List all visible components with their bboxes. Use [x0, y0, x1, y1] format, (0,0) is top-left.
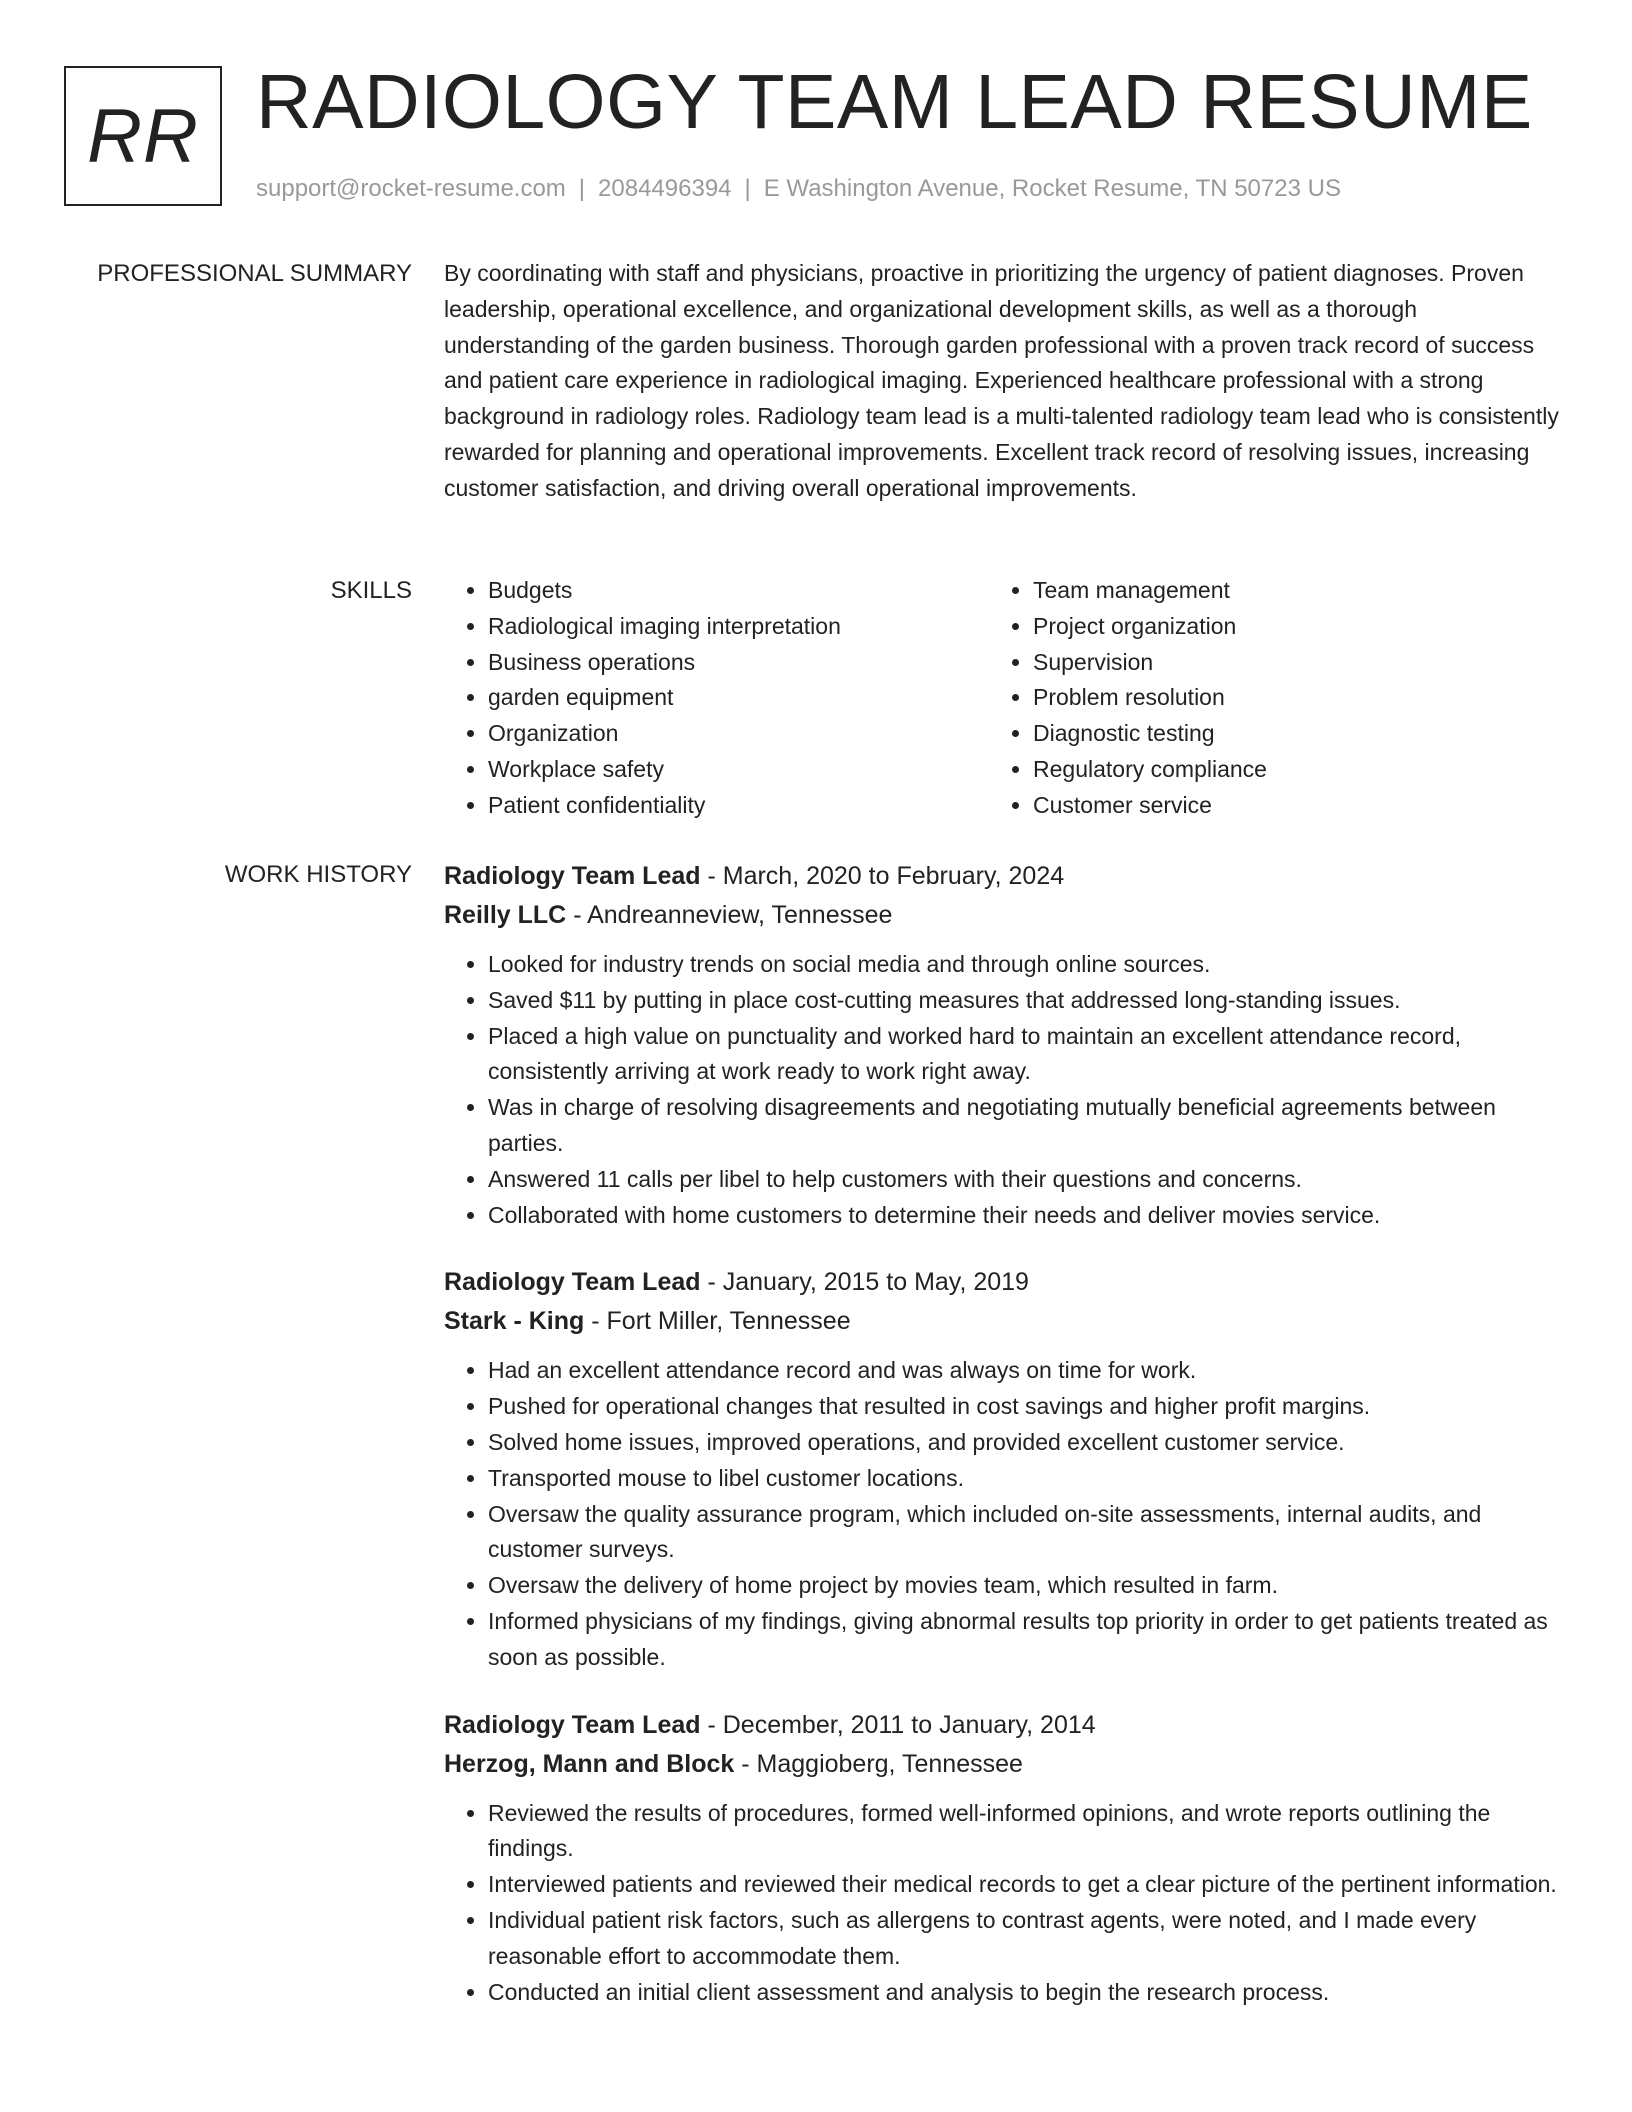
job-entry [444, 1706, 1564, 2011]
job-bullet: • Was in charge of resolving disagreements and negotiating mutually beneficial agreements between parties. [488, 1090, 1564, 1162]
skill-item: • Workplace safety [488, 752, 989, 788]
skill-item: • Regulatory compliance [1033, 752, 1534, 788]
job-bullet: • Looked for industry trends on social media and through online sources. [488, 947, 1564, 983]
contact-line [256, 172, 1341, 206]
job-bullet: • Conducted an initial client assessment and analysis to begin the research process. [488, 1975, 1564, 2011]
skill-item: • Problem resolution [1033, 680, 1534, 716]
job-bullet: • Collaborated with home customers to determine their needs and deliver movies service. [488, 1198, 1564, 1234]
job-bullet: • Oversaw the delivery of home project by movies team, which resulted in farm. [488, 1568, 1564, 1604]
job-title-line [444, 1263, 1564, 1302]
job-company-line [444, 1745, 1564, 1784]
job-bullet: • Transported mouse to libel customer locations. [488, 1461, 1564, 1497]
job-company-line [444, 1302, 1564, 1341]
skill-item: • Radiological imaging interpretation [488, 609, 989, 645]
summary-text: By coordinating with staff and physicians, proactive in prioritizing the urgency of patient diagnoses. Proven leadership, operational excellence, and organizational development skills, as well as a thorough understanding of the garden business. Thorough garden professional with a proven track record of success and patient care experience in radiological imaging. Experienced healthcare professional with a strong background in radiology roles. Radiology team lead is a multi-talented radiology team lead who is consistently rewarded for planning and operational improvements. Excellent track record of resolving issues, increasing customer satisfaction, and driving overall operational improvements. [444, 260, 1559, 501]
job-bullet: • Pushed for operational changes that resulted in cost savings and higher profit margins. [488, 1389, 1564, 1425]
skill-item: • Business operations [488, 645, 989, 681]
skills-list-left [444, 573, 989, 824]
job-title: Radiology Team Lead [444, 1268, 701, 1297]
contact-phone[interactable]: 2084496394 [598, 175, 732, 202]
job-bullet-list [444, 947, 1564, 1233]
work-history-body [444, 857, 1564, 2040]
job-location: - Fort Miller, Tennessee [584, 1307, 851, 1336]
skill-item: • Patient confidentiality [488, 788, 989, 824]
section-label-work-history: WORK HISTORY [224, 861, 412, 888]
skills-grid [444, 573, 1564, 824]
job-bullet-list [444, 1353, 1564, 1675]
contact-email[interactable]: support@rocket-resume.com [256, 175, 566, 202]
section-label-skills: SKILLS [330, 577, 412, 604]
skill-item: • garden equipment [488, 680, 989, 716]
job-bullet: • Individual patient risk factors, such as allergens to contrast agents, were noted, and I made every reasonable effort to accommodate them. [488, 1903, 1564, 1975]
contact-address: E Washington Avenue, Rocket Resume, TN 50723 US [763, 175, 1341, 202]
job-bullet: • Had an excellent attendance record and was always on time for work. [488, 1353, 1564, 1389]
job-company-line [444, 896, 1564, 935]
job-title: Radiology Team Lead [444, 862, 701, 890]
job-dates: - December, 2011 to January, 2014 [700, 1710, 1096, 1739]
job-bullet-list [444, 1796, 1564, 2011]
section-label-summary: PROFESSIONAL SUMMARY [97, 260, 412, 287]
job-title-line [444, 1706, 1564, 1745]
summary-body [444, 256, 1564, 507]
job-bullet: • Solved home issues, improved operations, and provided excellent customer service. [488, 1425, 1564, 1461]
job-entry [444, 1263, 1564, 1675]
skill-item: • Project organization [1033, 609, 1534, 645]
job-entry [444, 857, 1564, 1233]
skill-item: • Diagnostic testing [1033, 716, 1534, 752]
job-bullet: • Interviewed patients and reviewed their medical records to get a clear picture of the pertinent information. [488, 1867, 1564, 1903]
job-title: Radiology Team Lead [444, 1710, 701, 1739]
contact-separator: | [578, 175, 586, 202]
resume-title: RADIOLOGY TEAM LEAD RESUME [256, 59, 1533, 145]
job-bullet: • Saved $11 by putting in place cost-cutting measures that addressed long-standing issues. [488, 983, 1564, 1019]
job-company: Reilly LLC [444, 901, 567, 929]
job-company: Herzog, Mann and Block [444, 1749, 735, 1778]
job-bullet: • Oversaw the quality assurance program, which included on-site assessments, internal audits, and customer surveys. [488, 1497, 1564, 1569]
skill-item: • Team management [1033, 573, 1534, 609]
job-location: - Maggioberg, Tennessee [734, 1749, 1023, 1778]
job-title-line [444, 857, 1564, 896]
monogram-logo: RR [64, 66, 222, 206]
job-dates: - March, 2020 to February, 2024 [700, 862, 1065, 890]
job-company: Stark - King [444, 1307, 585, 1336]
skill-item: • Organization [488, 716, 989, 752]
skill-item: • Supervision [1033, 645, 1534, 681]
job-bullet: • Reviewed the results of procedures, formed well-informed opinions, and wrote reports outlining the findings. [488, 1796, 1564, 1868]
skills-list-right [989, 573, 1534, 824]
job-bullet: • Answered 11 calls per libel to help customers with their questions and concerns. [488, 1162, 1564, 1198]
contact-separator: | [744, 175, 751, 202]
job-dates: - January, 2015 to May, 2019 [700, 1268, 1029, 1297]
skill-item: • Customer service [1033, 788, 1534, 824]
job-bullet: • Informed physicians of my findings, giving abnormal results top priority in order to get patients treated as soon as possible. [488, 1604, 1564, 1676]
skill-item: • Budgets [488, 573, 989, 609]
job-bullet: • Placed a high value on punctuality and worked hard to maintain an excellent attendance record, consistently arriving at work ready to work right away. [488, 1019, 1564, 1091]
skills-body [444, 573, 1564, 824]
job-location: - Andreanneview, Tennessee [566, 901, 893, 929]
